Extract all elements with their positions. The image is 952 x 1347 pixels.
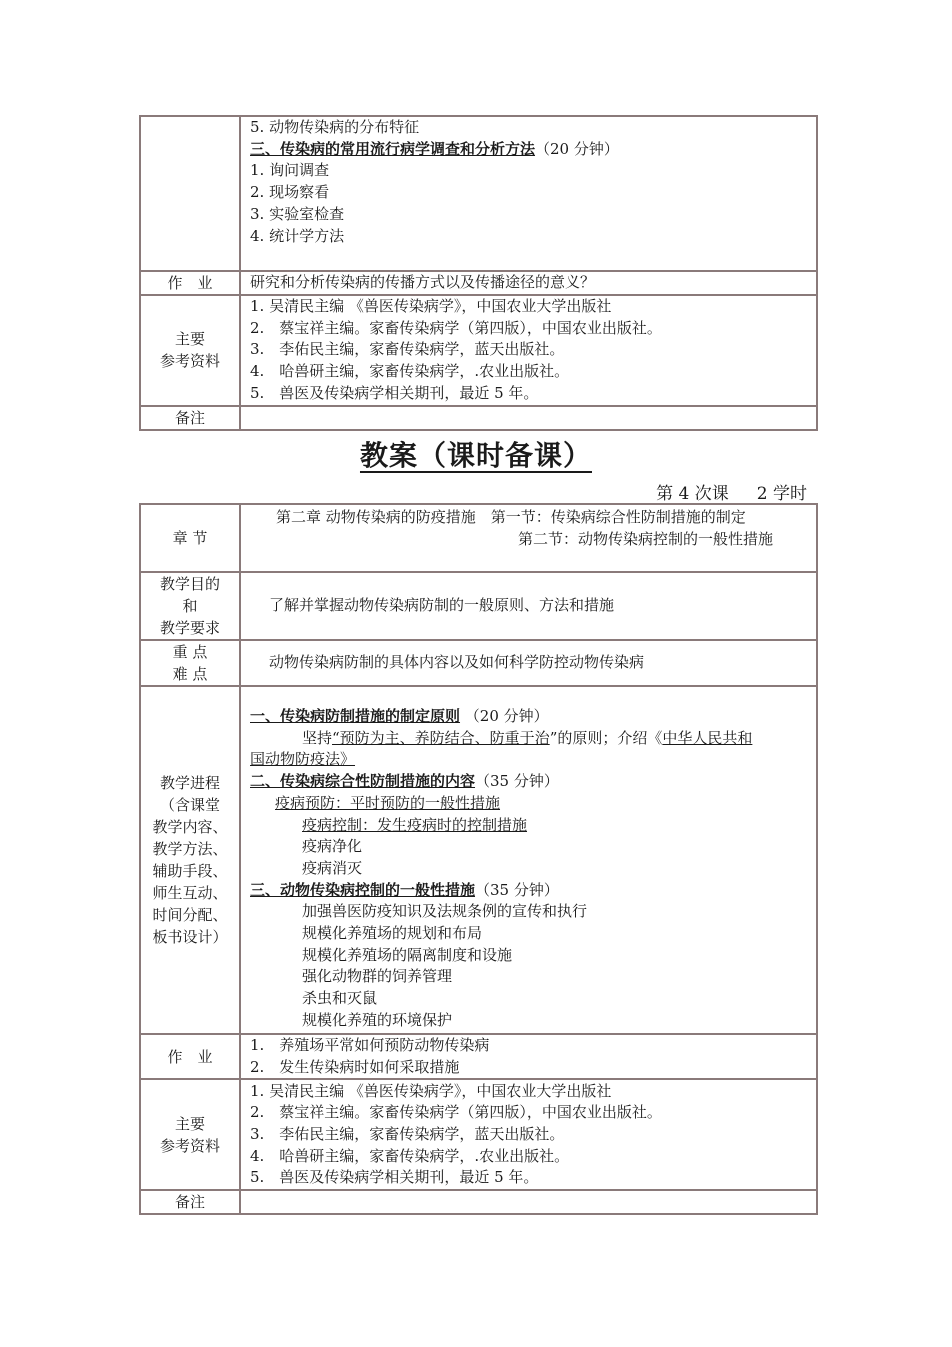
notes-label: 备注 <box>140 1190 240 1214</box>
progress-label: 教学进程 （含课堂 教学内容、 教学方法、 辅助手段、 师生互动、 时间分配、 板书设计） <box>140 686 240 1034</box>
list-item: 强化动物群的饲养管理 <box>302 967 453 986</box>
section-heading: 三、动物传染病控制的一般性措施（35 分钟） <box>250 880 559 899</box>
reference-item: 4. 哈兽研主编，家畜传染病学，.农业出版社。 <box>250 1146 570 1165</box>
section1-text-cont: 国动物防疫法》 <box>250 750 356 769</box>
progress-content <box>240 686 817 1034</box>
notes-content <box>240 406 817 430</box>
list-item: 规模化养殖场的规划和布局 <box>302 924 483 943</box>
progress-label-cell <box>140 116 240 271</box>
section-heading: 一、传染病防制措施的制定原则 （20 分钟） <box>250 707 549 725</box>
list-item: 规模化养殖场的隔离制度和设施 <box>302 945 513 964</box>
homework-label: 作 业 <box>140 1034 240 1079</box>
progress-line: 3. 实验室检查 <box>250 204 345 223</box>
reference-item: 2. 蔡宝祥主编。家畜传染病学（第四版），中国农业出版社。 <box>250 1103 662 1122</box>
homework-item: 1. 养殖场平常如何预防动物传染病 <box>250 1036 490 1054</box>
list-item: 杀虫和灭鼠 <box>302 989 378 1008</box>
references-list <box>240 295 817 406</box>
list-item: 疫病净化 <box>302 837 363 856</box>
notes-content <box>240 1190 817 1214</box>
key-points-label: 重 点 难 点 <box>140 640 240 686</box>
reference-item: 3. 李佑民主编，家畜传染病学，蓝天出版社。 <box>250 1125 565 1144</box>
section-heading: 二、传染病综合性防制措施的内容（35 分钟） <box>250 772 559 791</box>
homework-text: 研究和分析传染病的传播方式以及传播途径的意义？ <box>240 271 817 295</box>
homework-item: 2. 发生传染病时如何采取措施 <box>250 1057 460 1076</box>
section1-text: 坚持“预防为主、养防结合、防重于治”的原则；介绍《中华人民共和 <box>302 728 753 747</box>
reference-item: 1. 吴清民主编 《兽医传染病学》，中国农业大学出版社 <box>250 297 612 315</box>
goal-text: 了解并掌握动物传染病防制的一般原则、方法和措施 <box>240 572 817 640</box>
chapter-content: 第二章 动物传染病的防疫措施 第一节：传染病综合性防制措施的制定 第二节：动物传染病控制的一般性措施 <box>240 504 817 572</box>
reference-item: 4. 哈兽研主编，家畜传染病学，.农业出版社。 <box>250 362 570 381</box>
page-title: 教案（课时备课） <box>359 439 592 472</box>
list-item: 规模化养殖的环境保护 <box>302 1010 453 1029</box>
progress-line: 2. 现场察看 <box>250 183 330 202</box>
reference-item: 5. 兽医及传染病学相关期刊，最近 5 年。 <box>250 1168 539 1187</box>
reference-item: 5. 兽医及传染病学相关期刊，最近 5 年。 <box>250 383 539 402</box>
notes-label: 备注 <box>140 406 240 430</box>
references-label: 主要 参考资料 <box>140 295 240 406</box>
section-heading: 三、传染病的常用流行病学调查和分析方法（20 分钟） <box>250 139 619 158</box>
homework-label: 作 业 <box>140 271 240 295</box>
reference-item: 1. 吴清民主编 《兽医传染病学》，中国农业大学出版社 <box>250 1081 612 1100</box>
list-item: 疫病控制：发生疫病时的控制措施 <box>302 815 528 834</box>
reference-item: 2. 蔡宝祥主编。家畜传染病学（第四版），中国农业出版社。 <box>250 318 662 337</box>
progress-line: 1. 询问调查 <box>250 161 330 180</box>
reference-item: 3. 李佑民主编，家畜传染病学，蓝天出版社。 <box>250 340 565 359</box>
session-info <box>656 479 807 504</box>
progress-line: 5. 动物传染病的分布特征 <box>250 118 420 136</box>
session-count: 第 4 次课 <box>656 484 729 504</box>
key-points-text: 动物传染病防制的具体内容以及如何科学防控动物传染病 <box>240 640 817 686</box>
session-hours: 2 学时 <box>756 484 807 504</box>
goal-label: 教学目的 和 教学要求 <box>140 572 240 640</box>
lesson-plan-table <box>139 503 818 1215</box>
chapter-label: 章 节 <box>140 504 240 572</box>
progress-line: 4. 统计学方法 <box>250 226 345 245</box>
homework-list <box>240 1034 817 1079</box>
list-item: 疫病消灭 <box>302 858 363 877</box>
progress-content-cell <box>240 116 817 271</box>
lesson-table-continued <box>139 115 818 431</box>
references-list <box>240 1079 817 1190</box>
list-item: 加强兽医防疫知识及法规条例的宣传和执行 <box>302 902 588 921</box>
references-label: 主要 参考资料 <box>140 1079 240 1190</box>
list-item: 疫病预防：平时预防的一般性措施 <box>275 793 501 812</box>
